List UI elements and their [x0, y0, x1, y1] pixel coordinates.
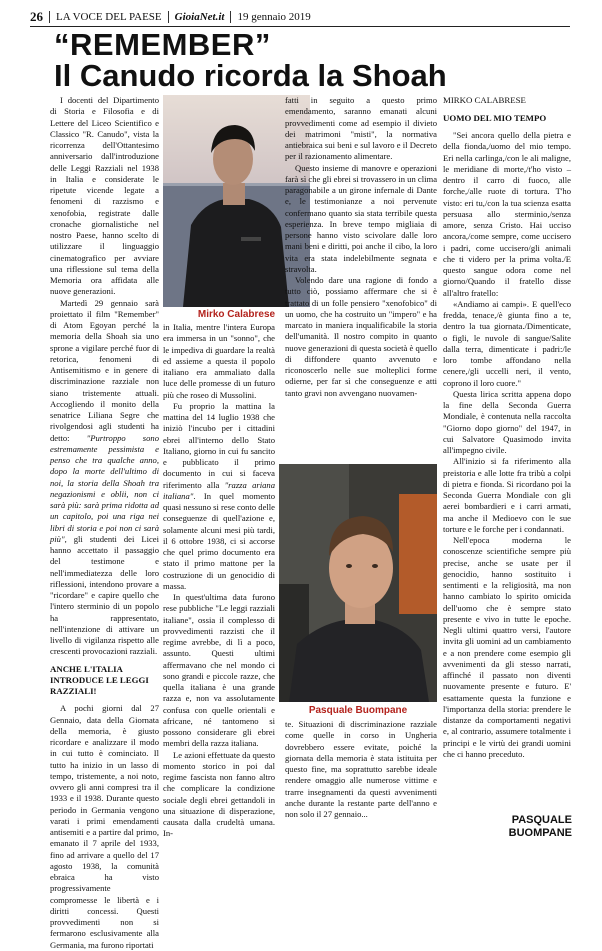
author-name: MIRKO CALABRESE: [443, 95, 526, 105]
photo-caption: Pasquale Buompane: [308, 705, 408, 716]
article-column-3-continuation: [285, 719, 437, 832]
paragraph: "Sei ancora quello della pietra e della fionda,/uomo del mio tempo. Eri nella carlinga,/con le ali maligne, le meridiane di morte,/t'ho visto – dentro il carro di fuoco, alle forche,/alle ruote di tortura. T'ho visto: eri tu,/con la tua scienza esatta persuasa allo sterminio,/senza amore, senza Cristo. Hai ucciso ancora,/come sempre, come uccisero i padri, come uccisero/gli animali che ti videro per la prima volta./E questo sangue odora come nel giorno/Quando il fratello disse all'altro fratello:: [443, 130, 571, 298]
paragraph: Fu proprio la mattina la mattina del 14 luglio 1938 che iniziò l'incubo per i cittadini ebrei all'interno dello Stato Italiano, giorno in cui fu sancito e pubblicato il primo documento in cui si faceva riferimento alla "razza ariana italiana". In quel momento quasi nessuno si rese conto delle conseguenze di quell'azione e, solamente alcuni mesi più tardi, il 6 ottobre 1938, ci si accorse che quel primo documento era stato il primo mattone per la costruzione di un genocidio di massa.: [163, 400, 275, 591]
paragraph: «Andiamo ai campi». E quell'eco fredda, tenace,/è giunta fino a te, dentro la tua giornata./Dimenticate, o figli, le nuvole di sangue/Salite dalla terra, dimenticate i padri:/le loro tombe affondano nella cenere,/gli uccelli neri, il vento, coprono il loro cuore.": [443, 298, 571, 388]
portrait-image: [279, 464, 437, 702]
paragraph: fatti in seguito a questo primo emendamento, saranno emanati alcuni provvedimenti come ad esempio il divieto dei matrimoni "misti", la normativa antiebraica sui beni e sul lavoro e il Decreto per il razionamento alimentare.: [285, 95, 437, 162]
byline-last-name: BUOMPANE: [508, 827, 572, 839]
section-heading: ANCHE L'ITALIA INTRODUCE LE LEGGI RAZZIALI!: [50, 663, 149, 696]
paragraph: in Italia, mentre l'intera Europa era immersa in un "sonno", che le impediva di guardare la realtà ed assieme a questa il popolo italiano era ammaliato dalla luce delle promesse di un futuro più che roseo di Mussolini.: [163, 322, 275, 400]
article-column-4: [443, 130, 571, 820]
paragraph: All'inizio si fa riferimento alla preistoria e alle lotte fra tribù a colpi di pietra e fionda. Si ricordano poi la Seconda Guerra Mondiale con gli aerei bombardieri e i carri armati, ma anche il Medioevo con le sue torture e le forche per i condannati.: [443, 456, 571, 534]
paragraph: Nell'epoca moderna le conoscenze scientifiche sempre più precise, anche se usate per il genocidio, hanno sostituito i sentimenti e la religiosità, ma non hanno cambiato lo spirito omicida dell'uomo che è sempre stato presente e vivo in tutte le epoche. Negli ultimi quattro versi, l'autore invita gli uomini ad un cambiamento e a non prendere come esempio gli avvenimenti da gli stesso narrati, affinché il passato non diventi nuovamente presente e futuro. E' esattamente questa la funzione e l'importanza della storia: prendere le distanze da comportamenti negativi e, al contrario, assumere totalmente i principi e le virtù dei grandi uomini che ci hanno preceduto.: [443, 535, 571, 759]
article-column-2: [163, 322, 275, 839]
paragraph: I docenti del Dipartimento di Storia e Filosofia e di Lettere del Liceo Scientifico e Classico "R. Canudo", vista la ricorrenza dell'Ottantesimo anniversario dall'introduzione delle Leggi Razziali nel 1938 in Italia e considerate le ripetute vicende legate a fenomeni di razzismo e xenofobia, registrate dalle cronache giornalistiche nel nostro Paese, hanno scelto di utilizzare il linguaggio cinematografico per avviare una riflessione sul tema della Memoria ora affidata alle nuove generazioni.: [50, 95, 159, 297]
issue-date: 19 gennaio 2019: [237, 11, 311, 23]
paragraph: In quest'ultima data furono rese pubbliche "Le leggi razziali italiane", ossia il complesso di provvedimenti razzisti che il regime avrebbe, di lì a poco, assunto. Questi ultimi affermavano che nel mondo ci sono grandi e piccole razze, che quella italiana è una grande razza e, non va assolutamente confusa con quelle orientali e africane, né tantomeno si possono considerare gli ebrei membri della razza italiana.: [163, 592, 275, 749]
header-divider: [168, 11, 169, 23]
paragraph: Questa lirica scritta appena dopo la fine della Seconda Guerra Mondiale, è contenuta nella raccolta "Giorno dopo giorno" del 1947, in cui Salvatore Quasimodo invita all'impegno civile.: [443, 388, 571, 455]
photo-pasquale-buompane: [279, 464, 437, 702]
poem-title: UOMO DEL MIO TEMPO: [443, 113, 547, 123]
page-number: 26: [30, 9, 43, 24]
byline-first-name: PASQUALE: [511, 814, 572, 826]
photo-caption: Mirko Calabrese: [197, 309, 276, 320]
page-header: [30, 9, 311, 25]
paragraph: Questo insieme di manovre e operazioni farà sì che gli ebrei si trovassero in un clima paragonabile a un girone infernale di Dante e, le testimonianze a noi pervenute confermano quanto sia stata terribile questa esperienza. In breve tempo migliaia di persone hanno visto scivolare dalle loro mani beni e diritti, poi anche il cibo, la loro vita era stata indelebilmente segnata e stravolta.: [285, 162, 438, 274]
article-column-3: [285, 95, 437, 461]
site-name: GioiaNet.it: [174, 11, 225, 23]
byline: [509, 814, 572, 840]
paragraph: te. Situazioni di discriminazione razziale come quelle in corso in Ungheria dovrebbero essere evitate, poiché la giornata della memoria è stata istituita per questo fine, ma soprattutto sarebbe ideale rendere omaggio alle numerose vittime e trarre insegnamenti da questi avvenimenti anche durante la restante parte dell'anno e non solo il 27 gennaio...: [285, 719, 437, 819]
paragraph: Le azioni effettuate da questo momento storico in poi dal regime fascista non fanno altro che complicare la condizione sociale degli ebrei gettandoli in una situazione di disperazione, causata dalla crudeltà umana. In-: [163, 749, 275, 839]
paragraph: Martedì 29 gennaio sarà proiettato il film "Remember" di Atom Egoyan perché la memoria della Shoah sia uno sprone a vigilare perché fuor di retorica, fenomeni di Antisemitismo e in genere di discriminazione razziale non siano tristemente attuali. Accogliendo il monito della senatrice Liliana Segre che rivolgendosi agli studenti ha detto: "Purtroppo sono estremamente pessimista e penso che tra qualche anno, dopo la morte dell'ultimo di noi, la storia della Shoah tra negazionismi e oblii, non ci sarà più: sarà prima ridotta ad un capitolo, poi una riga nei libri di storia e poi non ci sarà più", gli studenti dei Licei hanno accettato il passaggio del testimone e nell'immediatezza delle loro riflessioni, intendono provare a "ricordare" e capire quello che l'intero sterminio di un popolo ha rappresentato, nell'intenzione di attivare un livello di vigilanza rispetto alle crescenti provocazioni razziali.: [50, 297, 159, 657]
article-column-1: [50, 95, 159, 950]
header-divider: [49, 11, 50, 23]
headline-line-1: “REMEMBER”: [54, 27, 271, 62]
headline-line-2: Il Canudo ricorda la Shoah: [54, 58, 447, 93]
paragraph: A pochi giorni dal 27 Gennaio, data della Giornata della memoria, è giusto ricordare e analizzare il modo in cui tutto è cominciato. Il tutto ha inizio in un lasso di tempo, tristemente, a noi noto, ovvero gli anni compresi tra il 1933 e il 1938. Durante questo periodo in Germania vengono varati i primi emendamenti antisemiti e a partire dal primo, emanato il 7 aprile del 1933, fino ad arrivare a quello del 17 agosto 1938, la comunità ebraica ha visto progressivamente compromesse le libertà e i diritti concessi. Questi provvedimenti non si fermarono esclusivamente alla Germania, ma furono riportati: [50, 703, 159, 950]
paragraph: Volendo dare una ragione di fondo a tutto ciò, possiamo affermare che si è trattato di un folle pensiero "xenofobico" di un uomo, che ha costruito un "impero" e ha marcato in maniera inqualificabile la storia dell'umanità. Il nostro compito in quanto nuove generazioni di questa società è quello di diffondere quanto avvenuto e riconoscerlo nelle sue molteplici forme odierne, per far sì che conseguenze e atti tanto gravi non avvengano nuovamen-: [285, 275, 437, 398]
header-divider: [230, 11, 231, 23]
publication-name: LA VOCE DEL PAESE: [56, 11, 162, 23]
